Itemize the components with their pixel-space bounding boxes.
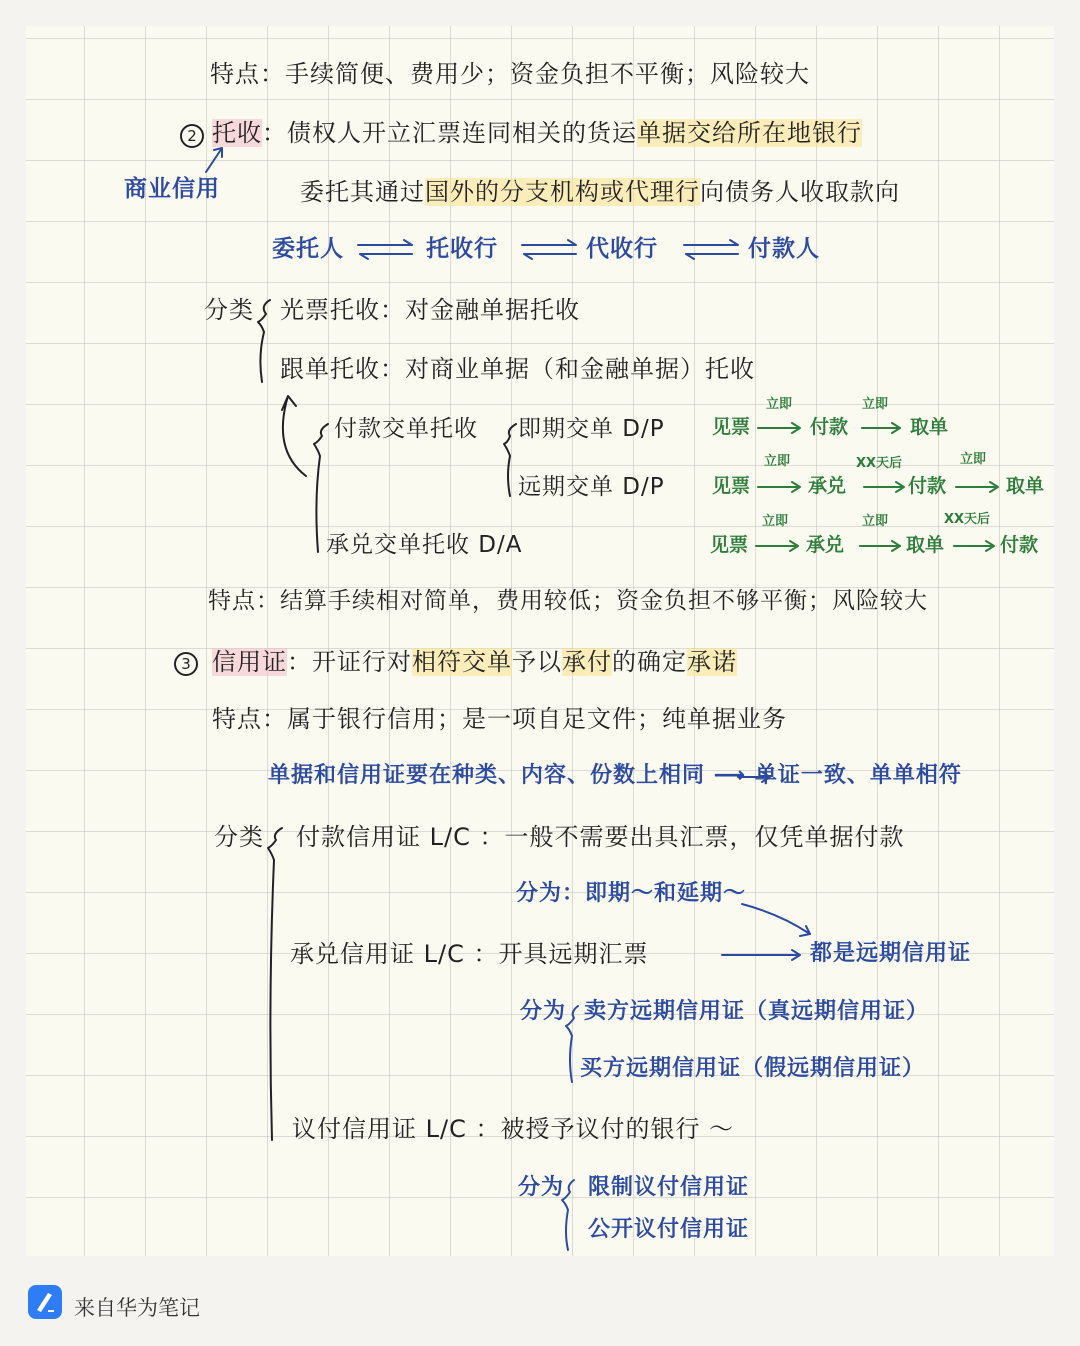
acceptance-lc-note: 都是远期信用证 <box>810 941 972 966</box>
green-arrow-r2-2 <box>864 482 904 492</box>
payment-lc: 付款信用证 L/C ：一般不需要出具汇票，仅凭单据付款 <box>296 823 905 851</box>
green-r2-tag-2: XX天后 <box>856 456 903 471</box>
green-r3-step-3: 取单 <box>906 534 945 556</box>
green-r3-tag-3: XX天后 <box>944 512 991 527</box>
green-r1-step-2: 付款 <box>810 416 849 438</box>
documentary-collection: 跟单托收：对商业单据（和金融单据）托收 <box>280 355 755 383</box>
lc-term: 信用证 <box>212 648 287 676</box>
acceptance-lc-sub-label: 分为 <box>520 999 567 1024</box>
green-r1-step-3: 取单 <box>910 416 949 438</box>
tuoshou-definition-line2: 委托其通过国外的分支机构或代理行向债务人收取款向 <box>300 178 900 206</box>
tuoshou-classification-label: 分类 <box>204 296 254 324</box>
source-label: 来自华为笔记 <box>74 1296 200 1320</box>
seller-usance-lc: 卖方远期信用证（真远期信用证） <box>584 999 930 1024</box>
restricted-negotiation-lc: 限制议付信用证 <box>588 1175 750 1200</box>
arrow-to-tuoshou <box>206 148 222 172</box>
green-r3-tag-2: 立即 <box>862 514 889 529</box>
green-arrow-r3-3 <box>954 541 994 551</box>
double-arrow-2-bottom <box>524 254 576 259</box>
double-arrow-3-top <box>684 240 738 245</box>
green-r1-tag-1: 立即 <box>766 397 793 412</box>
tuoshou-term: 托收 <box>212 119 262 147</box>
dp-usance: 远期交单 D/P <box>518 474 665 500</box>
negotiation-lc: 议付信用证 L/C ：被授予议付的银行 ～ <box>292 1115 735 1143</box>
free-negotiation-lc: 公开议付信用证 <box>588 1217 750 1242</box>
green-arrow-r1-2 <box>862 423 900 433</box>
brace-acceptance-sub <box>566 1006 578 1082</box>
green-r2-step-2: 承兑 <box>808 475 847 497</box>
green-r1-tag-2: 立即 <box>862 397 889 412</box>
flow-party-1: 委托人 <box>272 236 344 262</box>
section-number-3: 3 <box>174 652 198 676</box>
arrow-blue-note <box>738 772 770 782</box>
green-r3-step-1: 见票 <box>710 534 749 556</box>
flow-party-3: 代收行 <box>586 236 658 262</box>
flow-party-2: 托收行 <box>426 236 498 262</box>
negotiation-lc-sub-label: 分为 <box>518 1175 565 1200</box>
double-arrow-1-top <box>358 240 412 245</box>
green-arrow-r1-1 <box>758 423 800 433</box>
buyer-usance-lc: 买方远期信用证（假远期信用证） <box>580 1056 926 1081</box>
brace-doc-collection <box>314 424 328 552</box>
lc-classification-label: 分类 <box>214 823 264 851</box>
acceptance-lc: 承兑信用证 L/C ：开具远期汇票 <box>290 940 649 968</box>
double-arrow-1-bottom <box>360 254 412 259</box>
commercial-credit-label: 商业信用 <box>124 176 220 202</box>
double-arrow-2-top <box>522 240 576 245</box>
brace-tuoshou-cls <box>258 300 270 382</box>
double-arrow-3-bottom <box>686 254 738 259</box>
green-arrow-r3-1 <box>756 541 798 551</box>
arrow-deferred-to-usance <box>742 904 810 936</box>
brace-dp <box>504 424 516 496</box>
green-r1-step-1: 见票 <box>712 416 751 438</box>
green-arrow-r2-3 <box>956 482 998 492</box>
dp-collection: 付款交单托收 <box>334 416 478 442</box>
green-r3-step-4: 付款 <box>1000 534 1039 556</box>
tuoshou-feature: 特点：结算手续相对简单，费用较低；资金负担不够平衡；风险较大 <box>208 588 928 614</box>
brace-lc-cls <box>268 828 282 1140</box>
green-r2-tag-3: 立即 <box>960 452 987 467</box>
section-number-2: 2 <box>180 124 204 148</box>
feature-line-1: 特点：手续简便、费用少；资金负担不平衡；风险较大 <box>210 60 810 88</box>
pen-icon <box>28 1285 62 1319</box>
clean-collection: 光票托收：对金融单据托收 <box>280 296 580 324</box>
arrow-to-usance <box>722 950 800 960</box>
da-collection: 承兑交单托收 D/A <box>326 532 523 558</box>
dp-sight: 即期交单 D/P <box>518 416 665 442</box>
lc-definition: 信用证：开证行对相符交单予以承付的确定承诺 <box>212 648 737 676</box>
green-r3-tag-1: 立即 <box>762 514 789 529</box>
green-r2-tag-1: 立即 <box>764 454 791 469</box>
green-r2-step-1: 见票 <box>712 475 751 497</box>
flow-party-4: 付款人 <box>748 236 820 262</box>
payment-lc-sub: 分为：即期～和延期～ <box>516 881 747 906</box>
green-arrow-r2-1 <box>758 482 800 492</box>
green-r3-step-2: 承兑 <box>806 534 845 556</box>
green-r2-step-3: 付款 <box>908 475 947 497</box>
tuoshou-definition: 托收：债权人开立汇票连同相关的货运单据交给所在地银行 <box>212 119 862 147</box>
huawei-notes-icon[interactable] <box>28 1285 62 1319</box>
green-arrow-r3-2 <box>860 541 900 551</box>
lc-blue-note: 单据和信用证要在种类、内容、份数上相同 ⟶ 单证一致、单单相符 <box>268 763 962 788</box>
lc-feature: 特点：属于银行信用；是一项自足文件；纯单据业务 <box>212 705 787 733</box>
brace-negotiation-sub <box>562 1180 574 1250</box>
green-r2-step-4: 取单 <box>1006 475 1045 497</box>
curved-arrow-doc <box>282 396 306 476</box>
